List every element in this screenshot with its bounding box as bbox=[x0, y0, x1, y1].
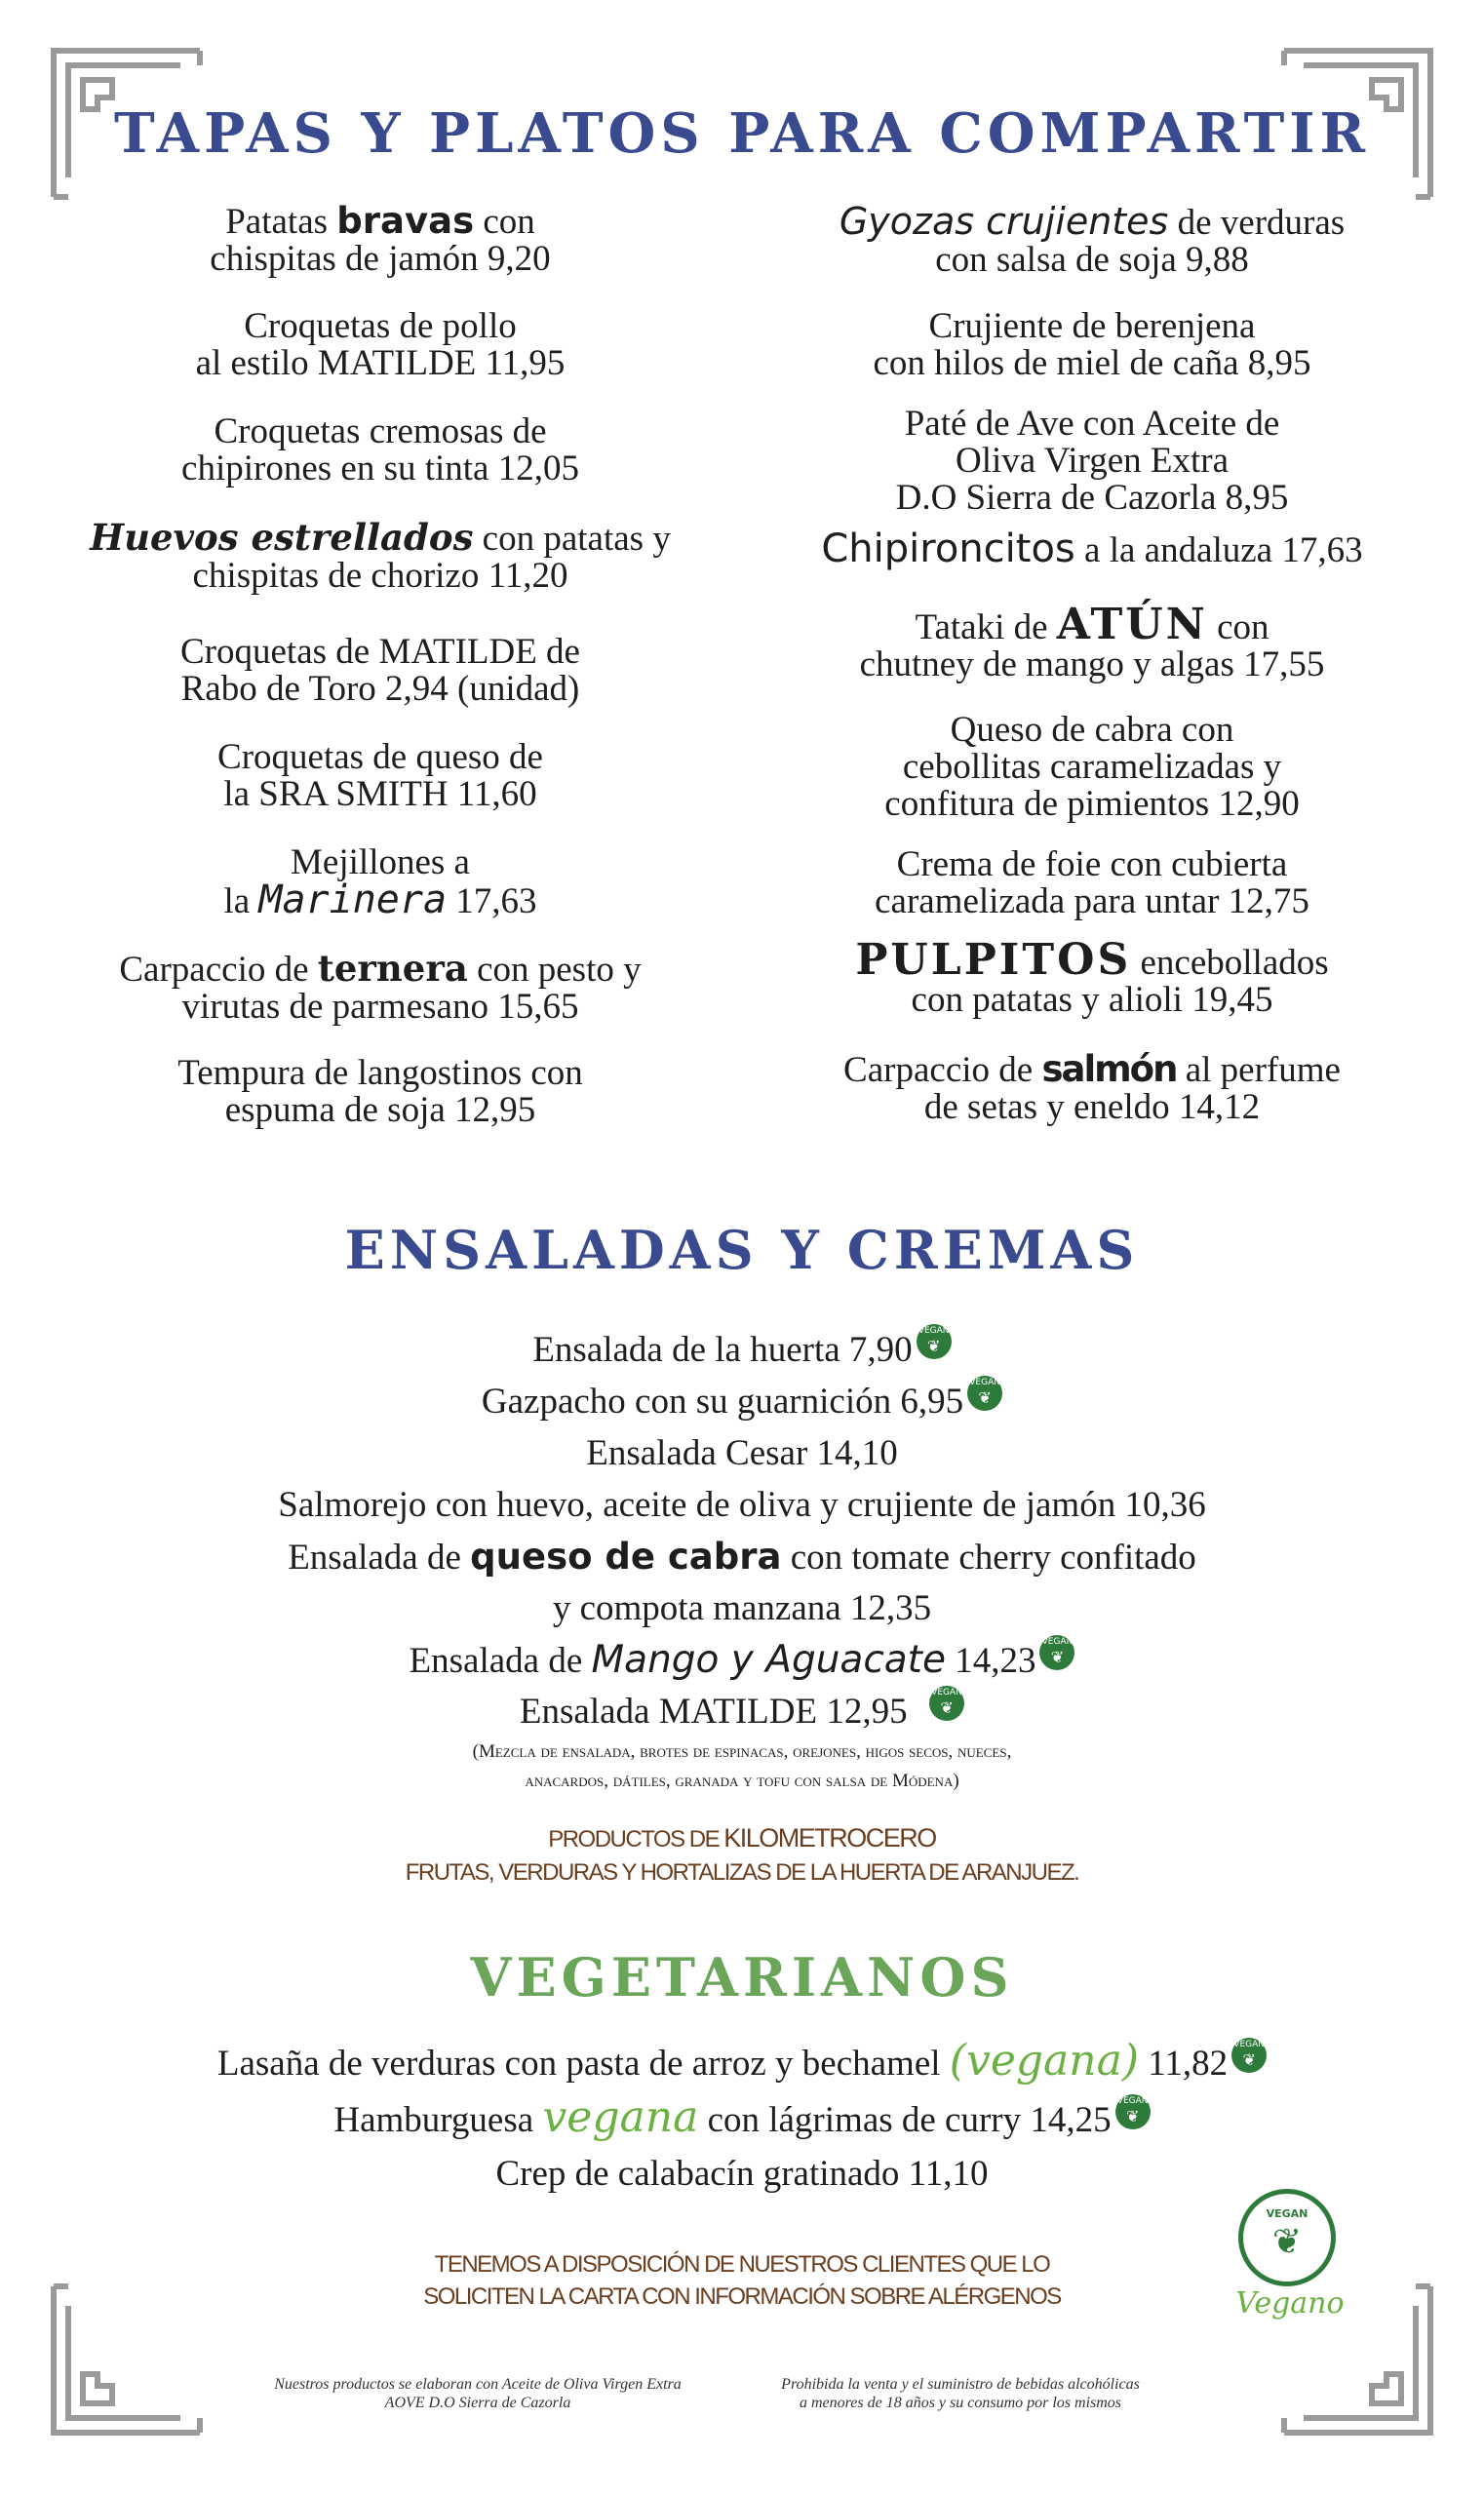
menu-item-carpaccio-salmon: Carpaccio de salmón al perfume de setas y eneldo 14,12 bbox=[843, 1048, 1341, 1127]
menu-item-ensalada-mango: Ensalada de Mango y Aguacate 14,23 VEGAN ❦ bbox=[0, 1634, 1484, 1686]
menu-item-mejillones: Mejillones a la Marinera 17,63 bbox=[223, 842, 537, 922]
menu-item-ensalada-cesar: Ensalada Cesar 14,10 bbox=[586, 1433, 898, 1473]
menu-item-gazpacho: Gazpacho con su guarnición 6,95 VEGAN ❦ bbox=[0, 1376, 1484, 1427]
tapas-right-column bbox=[751, 200, 1433, 1127]
menu-item-ensalada-huerta: Ensalada de la huerta 7,90 VEGAN ❦ bbox=[0, 1324, 1484, 1376]
menu-item-crema-foie: Crema de foie con cubierta caramelizada para untar 12,75 bbox=[875, 844, 1309, 921]
vegan-legend-label: Vegano bbox=[1235, 2286, 1345, 2320]
ensaladas-section-title: ENSALADAS Y CREMAS bbox=[344, 1219, 1140, 1281]
menu-item-pulpitos: PULPITOS encebollados con patatas y alioli 19,45 bbox=[855, 935, 1329, 1020]
menu-item-patatas-bravas: Patatas bravas con chispitas de jamón 9,20 bbox=[210, 200, 551, 279]
menu-item-croquetas-rabo-toro: Croquetas de MATILDE de Rabo de Toro 2,94 (unidad) bbox=[180, 632, 580, 709]
leaf-icon: ❦ bbox=[1271, 2222, 1303, 2261]
ensaladas-list bbox=[0, 1324, 1484, 1796]
menu-item-croquetas-pollo: Croquetas de pollo al estilo MATILDE 11,95 bbox=[195, 306, 566, 383]
footer-olive-oil-note: Nuestros productos se elaboran con Aceite de Oliva Virgen Extra AOVE D.O Sierra de Cazorla bbox=[274, 2376, 682, 2411]
ensalada-matilde-description: (Mezcla de ensalada, brotes de espinacas, orejones, higos secos, nueces, anacardos, dátiles, granada y tofu con salsa de Módena) bbox=[472, 1741, 1012, 1791]
allergens-notice: TENEMOS A DISPOSICIÓN DE NUESTROS CLIENTES QUE LO SOLICITEN LA CARTA CON INFORMACIÓN SOBRE ALÉRGENOS bbox=[423, 2251, 1061, 2310]
menu-item-queso-cabra: Queso de cabra con cebollitas caramelizadas y confitura de pimientos 12,90 bbox=[884, 710, 1300, 824]
vegan-icon: VEGAN ❦ bbox=[929, 1686, 964, 1721]
menu-item-gyozas: Gyozas crujientes de verduras con salsa de soja 9,88 bbox=[839, 200, 1346, 280]
menu-item-hamburguesa-vegana: Hamburguesa vegana con lágrimas de curry 14,25 VEGAN ❦ bbox=[0, 2089, 1484, 2146]
vegan-icon: VEGAN ❦ bbox=[1039, 1635, 1074, 1670]
km0-promo: PRODUCTOS DE KILOMETROCERO FRUTAS, VERDURAS Y HORTALIZAS DE LA HUERTA DE ARANJUEZ. bbox=[405, 1823, 1079, 1886]
tapas-section-title: TAPAS Y PLATOS PARA COMPARTIR bbox=[114, 101, 1370, 166]
footer-alcohol-note: Prohibida la venta y el suministro de bebidas alcohólicas a menores de 18 años y su consumo por los mismos bbox=[781, 2376, 1140, 2411]
menu-item-croquetas-chipirones: Croquetas cremosas de chipirones en su tinta 12,05 bbox=[181, 411, 579, 488]
menu-item-lasana-verduras: Lasaña de verduras con pasta de arroz y bechamel (vegana) 11,82 VEGAN ❦ bbox=[0, 2033, 1484, 2089]
vegan-icon: VEGAN ❦ bbox=[1231, 2038, 1267, 2073]
menu-item-ensalada-queso-cabra: Ensalada de queso de cabra con tomate cherry confitado bbox=[288, 1536, 1196, 1578]
vegan-icon: VEGAN ❦ bbox=[1115, 2094, 1151, 2129]
vegan-legend-icon: VEGAN ❦ bbox=[1238, 2189, 1336, 2286]
menu-item-croquetas-queso: Croquetas de queso de la SRA SMITH 11,60 bbox=[217, 737, 543, 814]
menu-item-chipironcitos: Chipironcitos a la andaluza 17,63 bbox=[821, 526, 1363, 571]
menu-item-pate-ave: Paté de Ave con Aceite de Oliva Virgen Extra D.O Sierra de Cazorla 8,95 bbox=[895, 404, 1289, 518]
menu-item-crujiente-berenjena: Crujiente de berenjena con hilos de miel de caña 8,95 bbox=[873, 306, 1311, 383]
menu-item-crep-calabacin: Crep de calabacín gratinado 11,10 bbox=[495, 2154, 989, 2194]
menu-item-tempura-langostinos: Tempura de langostinos con espuma de soja 12,95 bbox=[177, 1053, 583, 1130]
menu-item-salmorejo: Salmorejo con huevo, aceite de oliva y crujiente de jamón 10,36 bbox=[278, 1485, 1206, 1525]
menu-item-ensalada-matilde: Ensalada MATILDE 12,95 VEGAN ❦ bbox=[0, 1686, 1484, 1737]
tapas-left-column bbox=[39, 200, 722, 1130]
vegetarianos-list bbox=[0, 2033, 1484, 2203]
vegan-icon: VEGAN ❦ bbox=[917, 1324, 952, 1359]
vegan-icon: VEGAN ❦ bbox=[967, 1376, 1002, 1411]
menu-item-ensalada-queso-cabra-cont: y compota manzana 12,35 bbox=[552, 1588, 932, 1628]
menu-item-huevos-estrellados: Huevos estrellados con patatas y chispitas de chorizo 11,20 bbox=[90, 516, 671, 596]
menu-item-carpaccio-ternera: Carpaccio de ternera con pesto y virutas de parmesano 15,65 bbox=[119, 947, 642, 1027]
vegetarianos-section-title: VEGETARIANOS bbox=[470, 1946, 1014, 2008]
menu-item-tataki-atun: Tataki de ATÚN con chutney de mango y algas 17,55 bbox=[859, 600, 1325, 684]
